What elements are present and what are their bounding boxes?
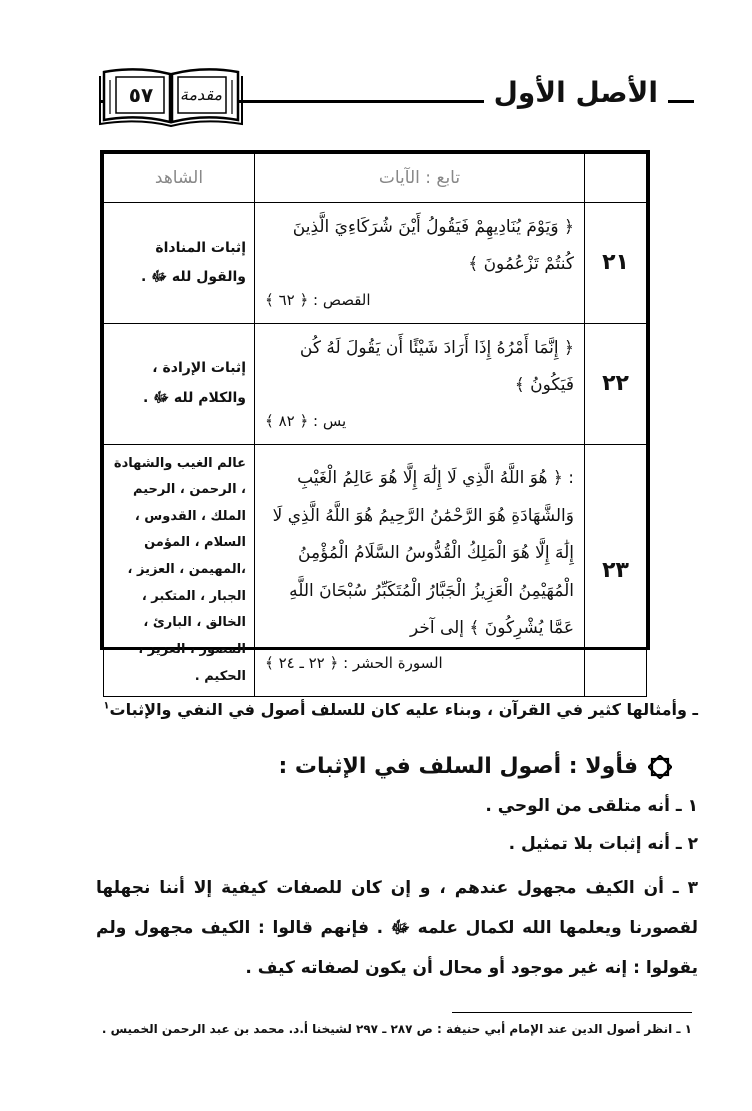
star-ornament-icon (648, 755, 672, 779)
list-item: ٢ ـ أنه إثبات بلا تمثيل . (508, 834, 698, 854)
verse-text: : ﴿ هُوَ اللَّهُ الَّذِي لَا إِلَٰهَ إِلَّا هُوَ عَالِمُ الْغَيْبِ وَالشَّهَادَةِ هُوَ الرَّحْمَٰنُ الرَّحِيمُ هُوَ اللَّهُ الَّذِي لَا إِلَٰهَ إِلَّا هُوَ الْمَلِكُ الْقُدُّوسُ السَّلَامُ الْمُؤْمِنُ الْمُهَيْمِنُ الْعَزِيزُ الْجَبَّارُ الْمُتَكَبِّرُ سُبْحَانَ اللَّهِ عَمَّا يُشْرِكُونَ ﴾ إلى آخر (272, 468, 574, 639)
verse-cell (255, 323, 585, 444)
evidence-cell: عالم الغيب والشهادة ، الرحمن ، الرحيم الملك ، القدوس ، السلام ، المؤمن ،المهيمن ، العزيز ، الجبار ، المتكبر ، الخالق ، البارئ ، المصور ، العزيز ، الحكيم . (104, 444, 255, 697)
footnote-rule (452, 1012, 692, 1013)
header-num (585, 154, 647, 203)
table-row (104, 203, 647, 324)
verse-reference: يس : ﴿ ٨٢ ﴾ (265, 411, 347, 430)
chapter-title: الأصل الأول (484, 76, 668, 109)
footnote: ١ ـ انظر أصول الدين عند الإمام أبي حنيفة : ص ٢٨٧ ـ ٢٩٧ لشيخنا أ.د. محمد بن عبد الرحمن الخميس . (101, 1022, 692, 1036)
verse-reference: السورة الحشر : ﴿ ٢٢ ـ ٢٤ ﴾ (265, 654, 443, 673)
evidence-cell: إثبات المناداة والقول لله ﷻ . (104, 203, 255, 324)
page-number: ٥٧ (128, 83, 154, 107)
row-number: ٢٣ (585, 444, 647, 697)
header-shahid: الشاهد (104, 154, 255, 203)
verse-reference: القصص : ﴿ ٦٢ ﴾ (265, 290, 371, 309)
evidence-cell: إثبات الإرادة ، والكلام لله ﷻ . (104, 323, 255, 444)
row-number: ٢١ (585, 203, 647, 324)
table-row (104, 444, 647, 697)
section-heading-text: فأولا : أصول السلف في الإثبات : (278, 754, 638, 779)
verses-table (100, 150, 650, 684)
verse-text: ﴿ وَيَوْمَ يُنَادِيهِمْ فَيَقُولُ أَيْنَ شُرَكَاءِيَ الَّذِينَ كُنتُمْ تَزْعُمُونَ ﴾ (292, 217, 574, 275)
verse-cell (255, 444, 585, 697)
footnote-marker: ١ (103, 700, 110, 712)
table-header-row (104, 154, 647, 203)
intro-paragraph (96, 700, 698, 719)
list-item: ١ ـ أنه متلقى من الوحي . (485, 796, 698, 816)
header-ayat: تابع : الآيات (255, 154, 585, 203)
book-ornament (98, 66, 244, 128)
row-number: ٢٢ (585, 323, 647, 444)
intro-text: ـ وأمثالها كثير في القرآن ، وبناء عليه كان للسلف أصول في النفي والإثبات (109, 700, 698, 719)
table-row (104, 323, 647, 444)
verse-cell (255, 203, 585, 324)
list-item: ٣ ـ أن الكيف مجهول عندهم ، و إن كان للصفات كيفية إلا أننا نجهلها لقصورنا ويعلمها الله لكمال علمه ﷻ . فإنهم قالوا : الكيف مجهول ولم يقولوا : إنه غير موجود أو محال أن يكون لصفاته كيف . (96, 878, 698, 978)
verse-text: ﴿ إِنَّمَا أَمْرُهُ إِذَا أَرَادَ شَيْئًا أَن يَقُولَ لَهُ كُن فَيَكُونُ ﴾ (299, 337, 574, 396)
book-label: مقدمة (179, 85, 223, 104)
section-heading (278, 754, 672, 779)
